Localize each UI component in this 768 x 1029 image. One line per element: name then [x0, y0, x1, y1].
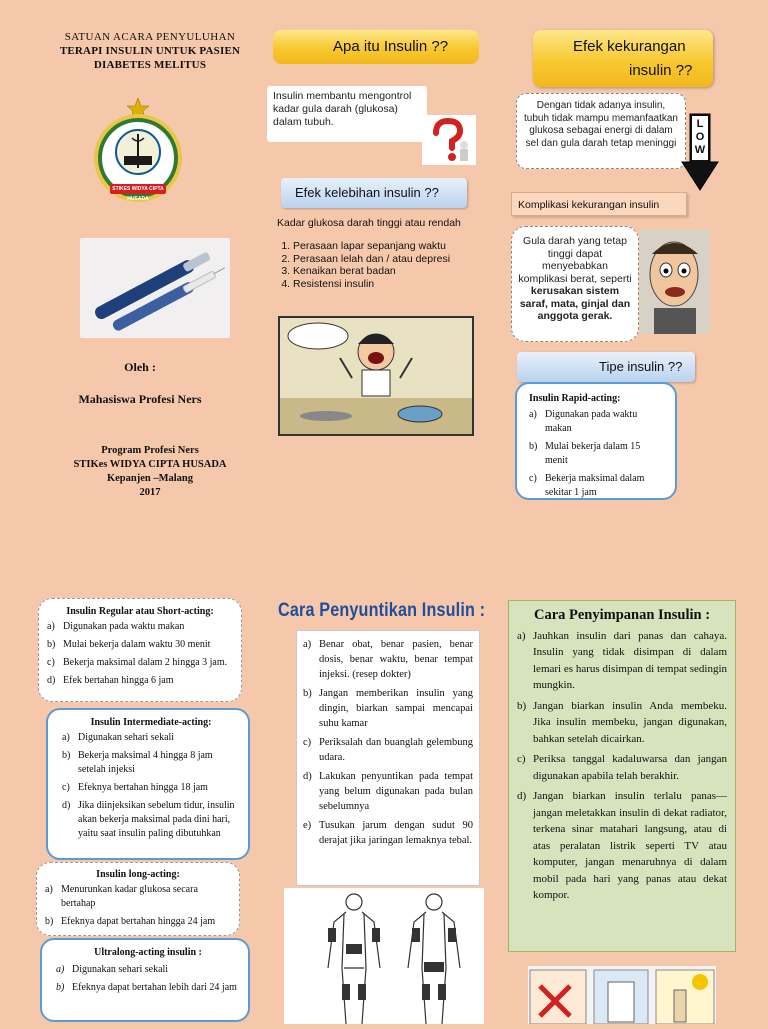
intermediate-title: Insulin Intermediate-acting:: [90, 717, 212, 728]
long-title: Insulin long-acting:: [96, 869, 180, 880]
list-item: [47, 656, 233, 670]
list-item: [517, 698, 727, 748]
penyuntikan-box: [296, 630, 480, 886]
low-letter: L: [696, 118, 704, 130]
insulin-pen-image: [80, 238, 230, 338]
list-item: [45, 883, 231, 911]
list-text: Lakukan penyuntikan pada tempat yang belum digunakan pada bulan sebelumnya: [319, 771, 473, 812]
list-marker: b): [303, 688, 312, 699]
list-item: 1. Perasaan lapar sepanjang waktu: [293, 240, 479, 253]
list-item: [62, 799, 240, 841]
list-marker: c): [517, 753, 526, 765]
list-text: Mulai bekerja dalam waktu 30 menit: [63, 639, 211, 650]
injection-sites-figure: [284, 888, 484, 1024]
list-item: [62, 781, 240, 795]
list-marker: a): [47, 621, 55, 632]
list-item: [47, 620, 233, 634]
title-line-3: DIABETES MELITUS: [93, 59, 207, 71]
regular-title: Insulin Regular atau Short-acting:: [66, 606, 214, 617]
kekurangan-text: Dengan tidak adanya insulin, tubuh tidak mampu memanfaatkan glukosa sebagai energi di dalam sel dan gula darah tetap meninggi: [516, 93, 686, 169]
list-text: Digunakan sehari sekali: [78, 732, 175, 743]
list-marker: a): [45, 884, 53, 895]
list-text: Jangan memberikan insulin yang dingin, biarkan sampai mencapai suhu kamar: [319, 688, 473, 729]
list-marker: d): [62, 800, 71, 811]
kelebihan-title: Efek kelebihan insulin ??: [295, 185, 439, 200]
list-text: Digunakan pada waktu makan: [545, 409, 638, 434]
program-line-4: 2017: [139, 487, 161, 498]
list-text: Jangan biarkan insulin terlalu panas—jangan meletakkan insulin di dekat radiator, terkena sinar matahari langsung, atau di atas peralatan listrik seperti TV atau komputer, jangan menaruhnya di dalam mobil pada hari yang panas atau dekat kompor.: [533, 790, 727, 901]
list-marker: b): [56, 982, 65, 993]
list-marker: b): [517, 699, 527, 712]
worried-face-caricature: [640, 230, 710, 334]
list-item: [47, 674, 233, 688]
list-item: 4. Resistensi insulin: [293, 278, 479, 291]
low-letter: O: [695, 131, 705, 143]
list-marker: d): [47, 675, 56, 686]
list-marker: a): [517, 629, 526, 642]
list-item: [529, 440, 665, 468]
by-label: Oleh :: [124, 360, 156, 374]
list-marker: a): [529, 409, 537, 420]
list-item: [517, 788, 727, 904]
logo-banner-text: STIKES WIDYA CIPTA HUSADA: [112, 186, 164, 202]
list-item: [47, 638, 233, 652]
list-marker: d): [517, 790, 527, 802]
list-item: [517, 751, 727, 784]
list-item: [62, 731, 240, 745]
penyimpanan-box: [508, 600, 736, 952]
list-marker: c): [62, 782, 70, 793]
penyuntikan-title: Cara Penyuntikan Insulin :: [278, 600, 486, 621]
program-line-3: Kepanjen –Malang: [106, 473, 194, 484]
list-item: [517, 628, 727, 694]
program-line-1: Program Profesi Ners: [101, 445, 199, 456]
list-marker: b): [47, 639, 56, 650]
list-item: [529, 408, 665, 436]
kekurangan-title-2: insulin ??: [629, 62, 693, 79]
tipe-title: Tipe insulin ??: [599, 359, 683, 374]
long-acting-box: [36, 862, 240, 936]
kekurangan-heading: [533, 30, 713, 87]
list-text: Efek bertahan hingga 6 jam: [63, 675, 174, 686]
intermediate-acting-box: [46, 708, 250, 860]
komplikasi-title: Komplikasi kekurangan insulin: [511, 192, 687, 216]
kelebihan-list: [279, 240, 479, 290]
regular-acting-box: [38, 598, 242, 702]
ultralong-acting-box: [40, 938, 250, 1022]
list-marker: a): [62, 732, 70, 743]
rapid-acting-box: [515, 382, 677, 500]
tipe-heading: [517, 352, 695, 382]
list-text: Digunakan pada waktu makan: [63, 621, 185, 632]
list-text: Efeknya dapat bertahan hingga 24 jam: [61, 916, 216, 927]
list-marker: e): [303, 820, 312, 831]
list-text: Benar obat, benar pasien, benar dosis, benar waktu, benar tempat injeksi. (resep dokter): [319, 639, 473, 680]
list-marker: a): [303, 639, 312, 650]
program-line-2: STIKes WIDYA CIPTA HUSADA: [73, 459, 227, 470]
komplikasi-emphasis: kerusakan sistem saraf, mata, ginjal dan anggota gerak.: [519, 285, 631, 322]
list-item: 2. Perasaan lelah dan / atau depresi: [293, 253, 479, 266]
list-marker: d): [303, 771, 312, 782]
low-arrow-icon: [680, 112, 720, 192]
institution-logo: [88, 96, 188, 206]
list-text: Tusukan jarum dengan sudut 90 derajat jika jaringan lemaknya tebal.: [319, 820, 473, 846]
list-item: [303, 769, 473, 814]
apa-itu-text: Insulin membantu mengontrol kadar gula darah (glukosa) dalam tubuh.: [267, 86, 427, 142]
list-item: [56, 981, 240, 995]
list-text: Jangan biarkan insulin Anda membeku. Jika insulin membeku, jangan digunakan, bahkan setelah dicairkan.: [533, 699, 727, 745]
list-text: Periksa tanggal kadaluwarsa dan jangan digunakan apabila telah berakhir.: [533, 753, 727, 782]
list-text: Mulai bekerja dalam 15 menit: [545, 441, 641, 466]
penyimpanan-title: Cara Penyimpanan Insulin :: [533, 607, 711, 623]
leaflet-title: [30, 30, 270, 72]
low-label: [692, 118, 708, 157]
list-text: Bekerja maksimal 4 hingga 8 jam setelah injeksi: [78, 750, 213, 775]
list-marker: a): [56, 964, 65, 975]
kelebihan-heading: [281, 178, 467, 208]
rapid-title: Insulin Rapid-acting:: [529, 393, 621, 404]
list-item: [62, 749, 240, 777]
list-marker: b): [62, 750, 71, 761]
list-text: Jauhkan insulin dari panas dan cahaya. Insulin yang tidak disimpan di dalam lemari es harus disimpan di tempat sedingin mungkin.: [533, 629, 727, 691]
komplikasi-box: [511, 226, 639, 342]
list-text: Jika diinjeksikan sebelum tidur, insulin akan bekerja maksimal pada dini hari, yaitu saat insulin paling dibutuhkan: [78, 800, 235, 839]
ultralong-title: Ultralong-acting insulin :: [94, 947, 202, 958]
storage-illustration: [528, 966, 716, 1024]
list-item: [45, 915, 231, 929]
list-text: Efeknya dapat bertahan lebih dari 24 jam: [72, 982, 237, 993]
kelebihan-intro: Kadar glukosa darah tinggi atau rendah: [277, 217, 461, 229]
list-text: Bekerja maksimal dalam 2 hingga 3 jam.: [63, 657, 228, 668]
list-item: [56, 963, 240, 977]
program-info: [30, 444, 270, 500]
apa-itu-title: Apa itu Insulin ??: [333, 38, 449, 55]
author-name: Mahasiswa Profesi Ners: [78, 392, 202, 406]
title-line-1: SATUAN ACARA PENYULUHAN: [64, 31, 236, 43]
list-text: Menurunkan kadar glukosa secara bertahap: [61, 884, 198, 909]
low-letter: W: [694, 144, 706, 156]
list-item: 3. Kenaikan berat badan: [293, 265, 479, 278]
question-mark-icon: [422, 115, 476, 165]
list-marker: c): [529, 473, 537, 484]
list-item: [303, 735, 473, 765]
komplikasi-text: Gula darah yang tetap tinggi dapat menyebabkan komplikasi berat, seperti: [518, 235, 632, 285]
hungry-man-cartoon: [278, 316, 474, 436]
list-marker: c): [303, 737, 312, 748]
list-text: Periksalah dan buanglah gelembung udara.: [319, 737, 473, 763]
list-marker: b): [45, 916, 54, 927]
list-item: [303, 686, 473, 731]
list-item: [303, 818, 473, 848]
list-marker: b): [529, 441, 538, 452]
list-item: [529, 472, 665, 500]
kekurangan-title-1: Efek kekurangan: [573, 38, 686, 55]
list-text: Digunakan sehari sekali: [72, 964, 169, 975]
list-text: Efeknya bertahan hingga 18 jam: [78, 782, 208, 793]
list-item: [303, 637, 473, 682]
list-text: Bekerja maksimal dalam sekitar 1 jam: [545, 473, 645, 498]
title-line-2: TERAPI INSULIN UNTUK PASIEN: [59, 45, 241, 57]
list-marker: c): [47, 657, 55, 668]
apa-itu-heading: [273, 30, 479, 64]
